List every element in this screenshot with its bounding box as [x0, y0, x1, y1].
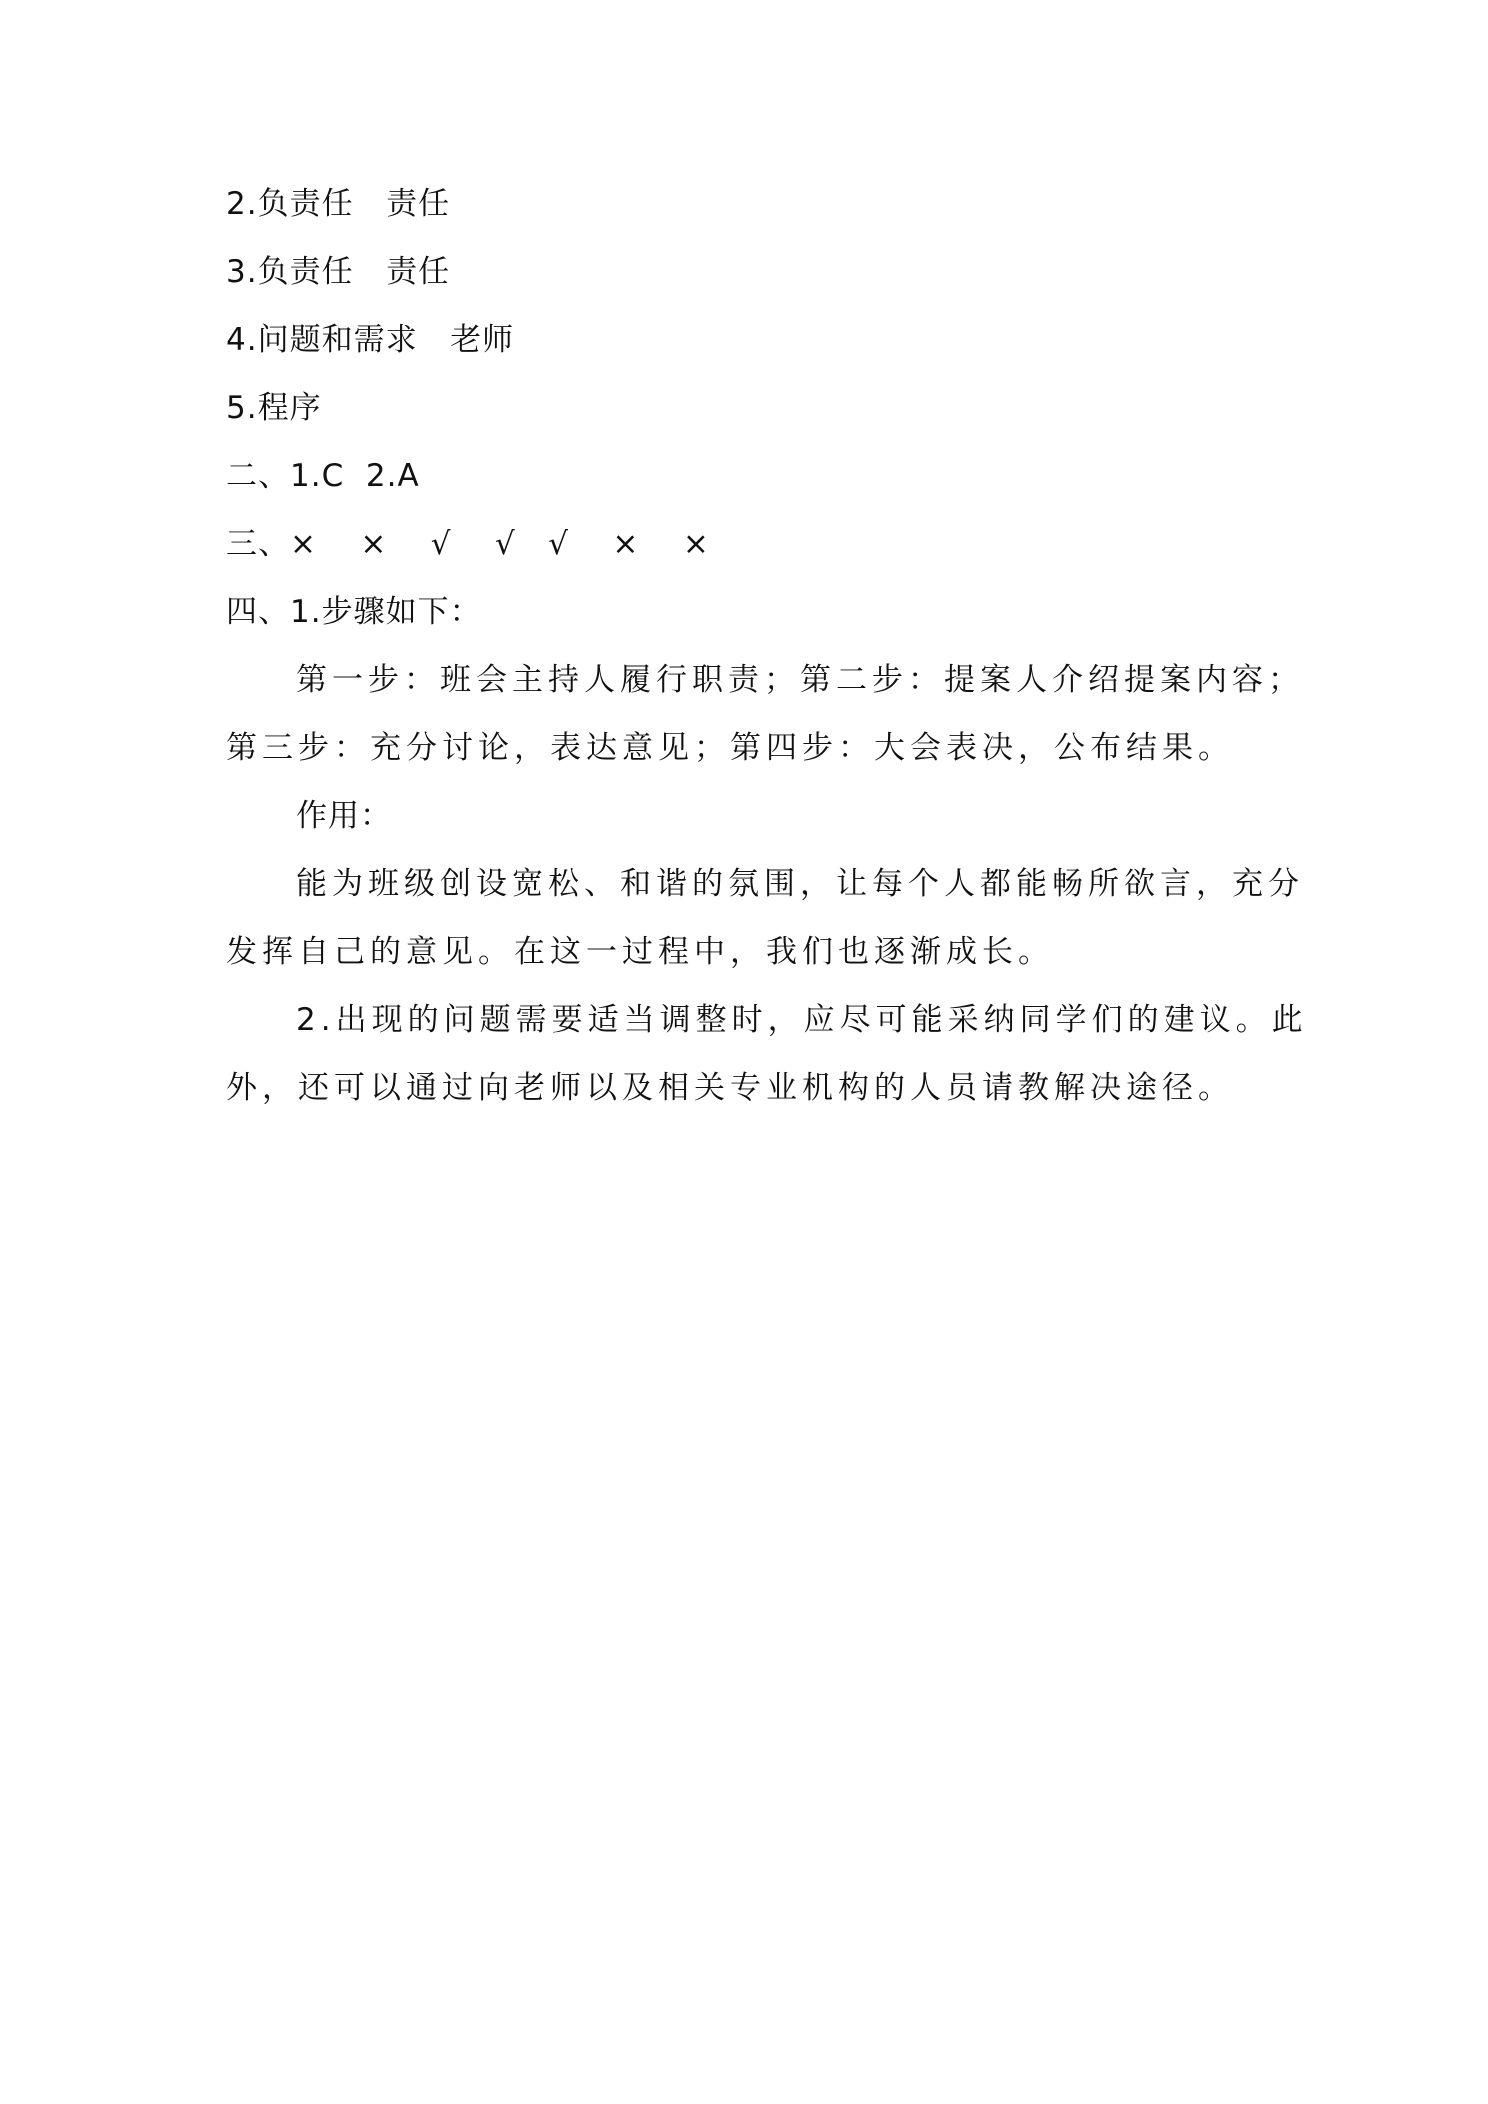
- section-4-heading: 四、1.步骤如下：: [226, 594, 482, 630]
- effect-paragraph-line-1: 能为班级创设宽松、和谐的氛围，让每个人都能畅所欲言，充分: [296, 866, 1304, 902]
- answer-line-2: 2.负责任 责任: [226, 186, 451, 222]
- q2-paragraph-line-1: 2.出现的问题需要适当调整时，应尽可能采纳同学们的建议。此: [296, 1002, 1308, 1038]
- steps-paragraph-line-2: 第三步：充分讨论，表达意见；第四步：大会表决，公布结果。: [226, 730, 1234, 766]
- answer-line-4: 4.问题和需求 老师: [226, 322, 515, 358]
- effect-label: 作用：: [296, 798, 392, 834]
- section-3-answers: 三、× × √ √ √ × ×: [226, 526, 710, 562]
- answer-line-3: 3.负责任 责任: [226, 254, 451, 290]
- q2-paragraph-line-2: 外，还可以通过向老师以及相关专业机构的人员请教解决途径。: [226, 1070, 1234, 1106]
- steps-paragraph-line-1: 第一步：班会主持人履行职责；第二步：提案人介绍提案内容；: [296, 662, 1304, 698]
- answer-line-5: 5.程序: [226, 390, 322, 426]
- section-2-answers: 二、1.C 2.A: [226, 458, 420, 494]
- effect-paragraph-line-2: 发挥自己的意见。在这一过程中，我们也逐渐成长。: [226, 934, 1054, 970]
